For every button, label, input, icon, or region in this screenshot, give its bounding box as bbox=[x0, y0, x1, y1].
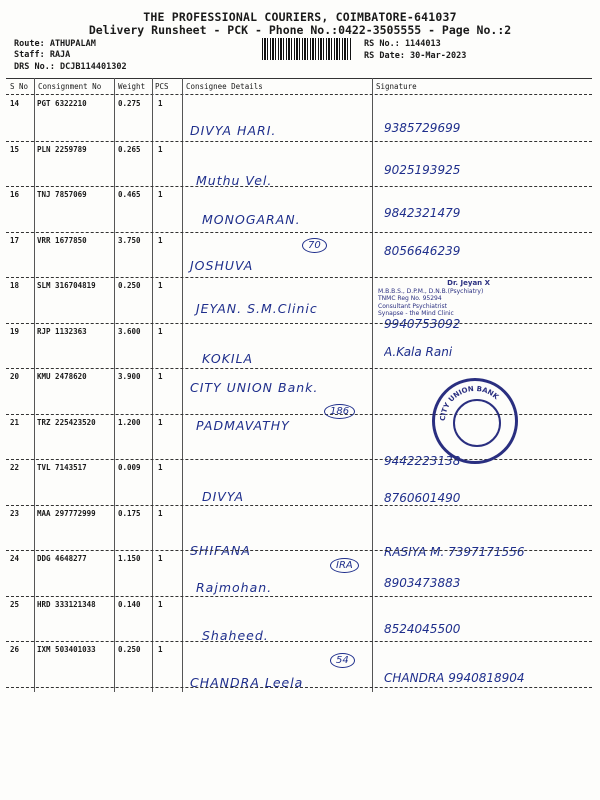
table-top-rule bbox=[6, 78, 592, 79]
row-weight: 0.175 bbox=[118, 508, 141, 518]
row-pcs: 1 bbox=[158, 99, 163, 108]
row-pcs: 1 bbox=[158, 508, 163, 518]
row-consignment-number: KMU 2478620 bbox=[37, 372, 87, 381]
row-pcs: 1 bbox=[158, 554, 163, 563]
row-sno: 24 bbox=[10, 554, 20, 563]
row-weight: 0.140 bbox=[118, 599, 141, 609]
row-separator bbox=[6, 141, 592, 142]
row-pcs: 1 bbox=[158, 599, 163, 609]
row-sno: 19 bbox=[10, 326, 20, 336]
row-weight: 0.275 bbox=[118, 99, 141, 108]
row-pcs: 1 bbox=[158, 645, 163, 654]
circled-annotation: 186 bbox=[324, 404, 355, 419]
doctor-name: Dr. Jeyan X bbox=[447, 279, 490, 287]
row-consignee-handwritten: CHANDRA Leela bbox=[190, 675, 304, 690]
row-signature-handwritten: 9442223138 bbox=[384, 453, 461, 468]
row-separator bbox=[6, 550, 592, 551]
row-weight: 1.200 bbox=[118, 417, 141, 427]
row-signature-handwritten: 9940753092 bbox=[384, 317, 461, 331]
circled-annotation: 54 bbox=[330, 653, 355, 668]
circled-annotation: IRA bbox=[330, 558, 359, 573]
row-separator bbox=[6, 368, 592, 369]
row-consignee-handwritten: DIVYA HARI. bbox=[190, 123, 277, 138]
column-divider bbox=[34, 78, 35, 692]
bank-seal bbox=[432, 378, 518, 464]
row-consignment-number: TNJ 7857069 bbox=[37, 190, 87, 199]
row-signature-handwritten: 8056646239 bbox=[384, 243, 461, 258]
row-separator bbox=[6, 596, 592, 597]
row-signature-handwritten: 9025193925 bbox=[384, 162, 461, 177]
row-signature-handwritten: 8524045500 bbox=[384, 621, 461, 636]
row-consignee-handwritten: JEYAN. S.M.Clinic bbox=[196, 301, 318, 316]
row-weight: 3.600 bbox=[118, 326, 141, 336]
row-sno: 22 bbox=[10, 463, 20, 472]
row-signature-handwritten: 9385729699 bbox=[384, 121, 461, 135]
col-header-signature: Signature bbox=[376, 82, 417, 91]
row-sno: 23 bbox=[10, 508, 20, 518]
row-consignee-handwritten: Muthu Vel. bbox=[196, 172, 273, 188]
col-header-pcs: PCS bbox=[155, 82, 169, 91]
row-sno: 17 bbox=[10, 235, 20, 245]
row-sno: 21 bbox=[10, 417, 20, 427]
circled-annotation: 70 bbox=[302, 238, 327, 253]
row-weight: 0.465 bbox=[118, 190, 141, 199]
header-rule bbox=[6, 94, 592, 95]
row-consignment-number: MAA 297772999 bbox=[37, 508, 96, 518]
row-consignment-number: TVL 7143517 bbox=[37, 463, 87, 472]
doctor-qualification: M.B.B.S., D.P.M., D.N.B.(Psychiatry) bbox=[378, 287, 484, 295]
row-pcs: 1 bbox=[158, 144, 163, 154]
row-consignment-number: PLN 2259789 bbox=[37, 144, 87, 154]
rs-date: RS Date: 30-Mar-2023 bbox=[364, 51, 467, 61]
row-pcs: 1 bbox=[158, 281, 163, 290]
row-consignee-handwritten: Shaheed. bbox=[202, 627, 269, 643]
row-consignee-handwritten: DIVYA bbox=[202, 489, 245, 504]
row-consignee-handwritten: CITY UNION Bank. bbox=[190, 380, 319, 395]
row-weight: 3.900 bbox=[118, 372, 141, 381]
column-divider bbox=[114, 78, 115, 692]
row-separator bbox=[6, 505, 592, 506]
row-separator bbox=[6, 277, 592, 278]
row-separator bbox=[6, 186, 592, 187]
document-subtitle: Delivery Runsheet - PCK - Phone No.:0422-3505555 - Page No.:2 bbox=[88, 23, 512, 37]
route-label: Route: ATHUPALAM bbox=[14, 39, 96, 49]
row-separator bbox=[6, 687, 592, 688]
rs-number: RS No.: 1144013 bbox=[364, 39, 441, 49]
row-weight: 0.250 bbox=[118, 281, 141, 290]
row-sno: 20 bbox=[10, 372, 20, 381]
barcode-graphic bbox=[262, 38, 352, 60]
col-header-weight: Weight bbox=[118, 82, 146, 91]
column-divider bbox=[152, 78, 153, 692]
row-signature-handwritten: 8760601490 bbox=[384, 491, 461, 505]
row-consignment-number: IXM 503401033 bbox=[37, 645, 96, 654]
row-separator bbox=[6, 641, 592, 642]
row-sno: 15 bbox=[10, 144, 20, 154]
row-separator bbox=[6, 323, 592, 324]
row-consignee-handwritten: PADMAVATHY bbox=[196, 417, 290, 433]
row-pcs: 1 bbox=[158, 417, 163, 427]
doctor-registration: TNMC Reg No. 95294 bbox=[378, 295, 442, 302]
row-separator bbox=[6, 232, 592, 233]
col-header-sno: S No bbox=[10, 82, 29, 91]
clinic-name: Synapse - the Mind Clinic bbox=[378, 310, 454, 317]
row-weight: 1.150 bbox=[118, 554, 141, 563]
col-header-consignee: Consignee Details bbox=[186, 82, 263, 91]
row-consignment-number: VRR 1677850 bbox=[37, 235, 87, 245]
column-divider bbox=[182, 78, 183, 692]
bank-seal-text: CITY UNION BANK bbox=[438, 384, 501, 422]
row-consignment-number: DDG 4648277 bbox=[37, 554, 87, 563]
row-sno: 26 bbox=[10, 645, 20, 654]
row-signature-handwritten: 8903473883 bbox=[384, 576, 461, 590]
row-pcs: 1 bbox=[158, 235, 163, 245]
doctor-title: Consultant Psychiatrist bbox=[378, 302, 447, 310]
row-pcs: 1 bbox=[158, 326, 163, 336]
svg-text:CITY UNION BANK bbox=[439, 385, 501, 421]
row-consignment-number: RJP 1132363 bbox=[37, 326, 87, 336]
row-signature-handwritten: 9842321479 bbox=[384, 206, 461, 220]
row-sno: 25 bbox=[10, 599, 20, 609]
col-header-consignment: Consignment No bbox=[38, 82, 102, 91]
row-sno: 18 bbox=[10, 281, 20, 290]
drs-number: DRS No.: DCJB114401302 bbox=[14, 62, 127, 72]
row-pcs: 1 bbox=[158, 190, 163, 199]
row-sno: 14 bbox=[10, 99, 20, 108]
bank-seal-text-ring bbox=[435, 381, 515, 461]
row-weight: 0.265 bbox=[118, 144, 141, 154]
column-divider bbox=[372, 78, 373, 692]
row-weight: 0.250 bbox=[118, 645, 141, 654]
row-pcs: 1 bbox=[158, 463, 163, 472]
row-consignee-handwritten: JOSHUVA bbox=[190, 257, 254, 273]
row-consignment-number: HRD 333121348 bbox=[37, 599, 96, 609]
row-signature-handwritten: A.Kala Rani bbox=[384, 344, 453, 359]
row-signature-handwritten: RASIYA M. 7397171556 bbox=[384, 544, 525, 559]
document-title: THE PROFESSIONAL COURIERS, COIMBATORE-641037 bbox=[143, 10, 457, 24]
row-signature-handwritten: CHANDRA 9940818904 bbox=[384, 671, 525, 685]
staff-label: Staff: RAJA bbox=[14, 50, 71, 60]
row-consignee-handwritten: Rajmohan. bbox=[196, 580, 273, 595]
row-sno: 16 bbox=[10, 190, 20, 199]
row-consignee-handwritten: SHIFANA bbox=[190, 542, 251, 558]
row-weight: 0.009 bbox=[118, 463, 141, 472]
row-consignment-number: PGT 6322210 bbox=[37, 99, 87, 108]
row-consignment-number: TRZ 225423520 bbox=[37, 417, 96, 427]
row-consignee-handwritten: MONOGARAN. bbox=[202, 212, 301, 227]
row-consignee-handwritten: KOKILA bbox=[202, 350, 254, 366]
row-weight: 3.750 bbox=[118, 235, 141, 245]
row-pcs: 1 bbox=[158, 372, 163, 381]
doctor-stamp bbox=[378, 280, 490, 318]
row-consignment-number: SLM 316704819 bbox=[37, 281, 96, 290]
